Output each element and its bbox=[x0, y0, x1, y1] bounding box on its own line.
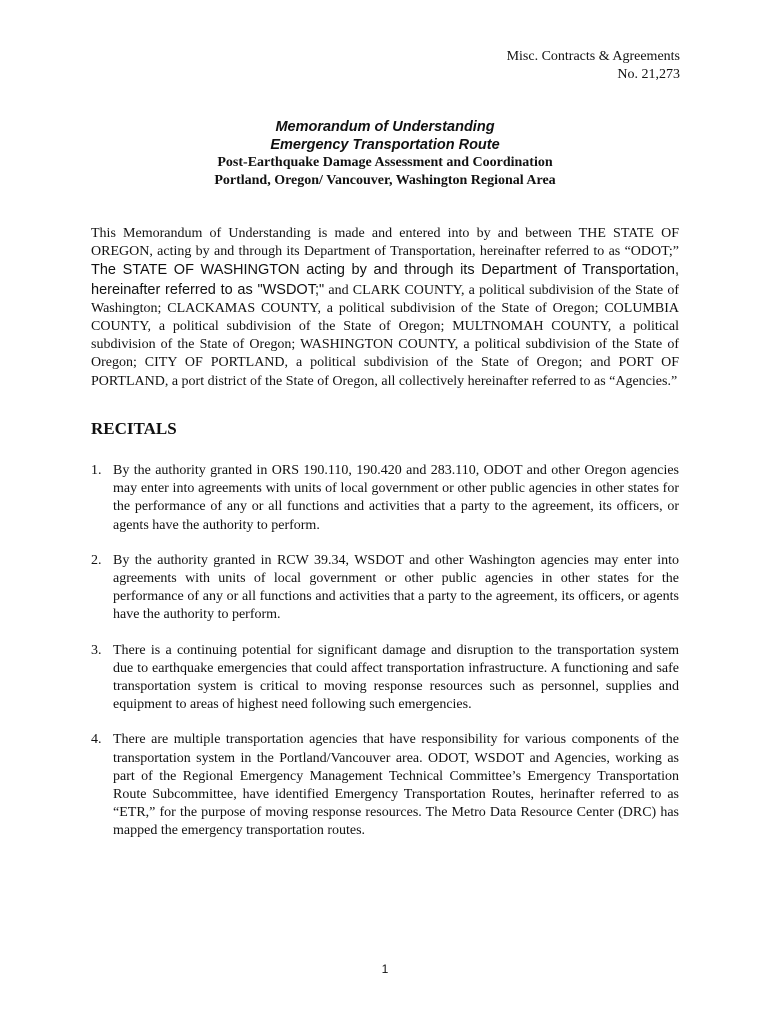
intro-paragraph bbox=[91, 225, 679, 391]
recital-number: 4. bbox=[91, 732, 102, 748]
subtitle-line-1: Post-Earthquake Damage Assessment and Coordination bbox=[217, 155, 553, 170]
recital-text: There is a continuing potential for significant damage and disruption to the transportation system due to earthquake emergencies that could affect transportation infrastructure. A functioning and safe transportation system is critical to moving response resources such as personnel, supplies and equipment to areas of highest need following such emergencies. bbox=[113, 642, 679, 713]
recital-item bbox=[91, 552, 679, 625]
recital-number: 1. bbox=[91, 463, 102, 478]
title-block bbox=[0, 118, 770, 190]
title-line-1: Memorandum of Understanding bbox=[275, 119, 495, 135]
intro-part-3: and CLARK COUNTY, a political subdivision of the State of Washington; CLACKAMAS COUNTY, a political subdivision of the State of Oregon; COLUMBIA COUNTY, a political subdivision of the State of Oregon; MULTNOMAH COUNTY, a political subdivision of the State of Oregon; WASHINGTON COUNTY, a political subdivision of the State of Oregon; CITY OF PORTLAND, a political subdivision of the State of Oregon; and PORT OF PORTLAND, a port district of the State of Oregon, all collectively hereinafter referred to as “Agencies.” bbox=[91, 282, 680, 389]
recital-text: By the authority granted in ORS 190.110, 190.420 and 283.110, ODOT and other Oregon agencies may enter into agreements with units of local government or other public agencies in other states for the performance of any or all functions and activities that a party to the agreement, its officers, or agents have the authority to perform. bbox=[113, 463, 679, 533]
intro-part-2: The STATE OF WASHINGTON acting by and through its Department of Transportation, hereinafter referred to as "WSDOT;" bbox=[91, 262, 679, 298]
recital-number: 3. bbox=[91, 642, 102, 658]
document-reference bbox=[507, 48, 680, 84]
recitals-heading: RECITALS bbox=[91, 419, 177, 438]
recitals-list bbox=[91, 462, 679, 858]
page-number: 1 bbox=[381, 962, 389, 976]
subtitle-line-2: Portland, Oregon/ Vancouver, Washington Regional Area bbox=[214, 173, 556, 188]
recital-item bbox=[91, 642, 679, 715]
recital-text: By the authority granted in RCW 39.34, WSDOT and other Washington agencies may enter into agreements with units of local government or other public agencies in other states for the performance of any or all functions and activities that a party to the agreement, its officers, or agents have the authority to perform. bbox=[113, 552, 679, 623]
recital-text: There are multiple transportation agencies that have responsibility for various components of the transportation system in the Portland/Vancouver area. ODOT, WSDOT and Agencies, working as part of the Regional Emergency Management Technical Committee’s Emergency Transportation Route Subcommittee, have identified Emergency Transportation Routes, herinafter referred to as “ETR,” for the purpose of moving response resources. The Metro Data Resource Center (DRC) has mapped the emergency transportation routes. bbox=[113, 732, 679, 839]
contract-category: Misc. Contracts & Agreements bbox=[506, 49, 680, 64]
recital-item bbox=[91, 731, 679, 840]
contract-number: No. 21,273 bbox=[617, 67, 680, 82]
recital-number: 2. bbox=[91, 552, 102, 568]
recital-item bbox=[91, 462, 679, 535]
intro-part-1: This Memorandum of Understanding is made and entered into by and between THE STATE OF OREGON, acting by and through its Department of Transportation, hereinafter referred to as “ODOT;” bbox=[91, 226, 679, 260]
title-line-2: Emergency Transportation Route bbox=[270, 137, 500, 153]
